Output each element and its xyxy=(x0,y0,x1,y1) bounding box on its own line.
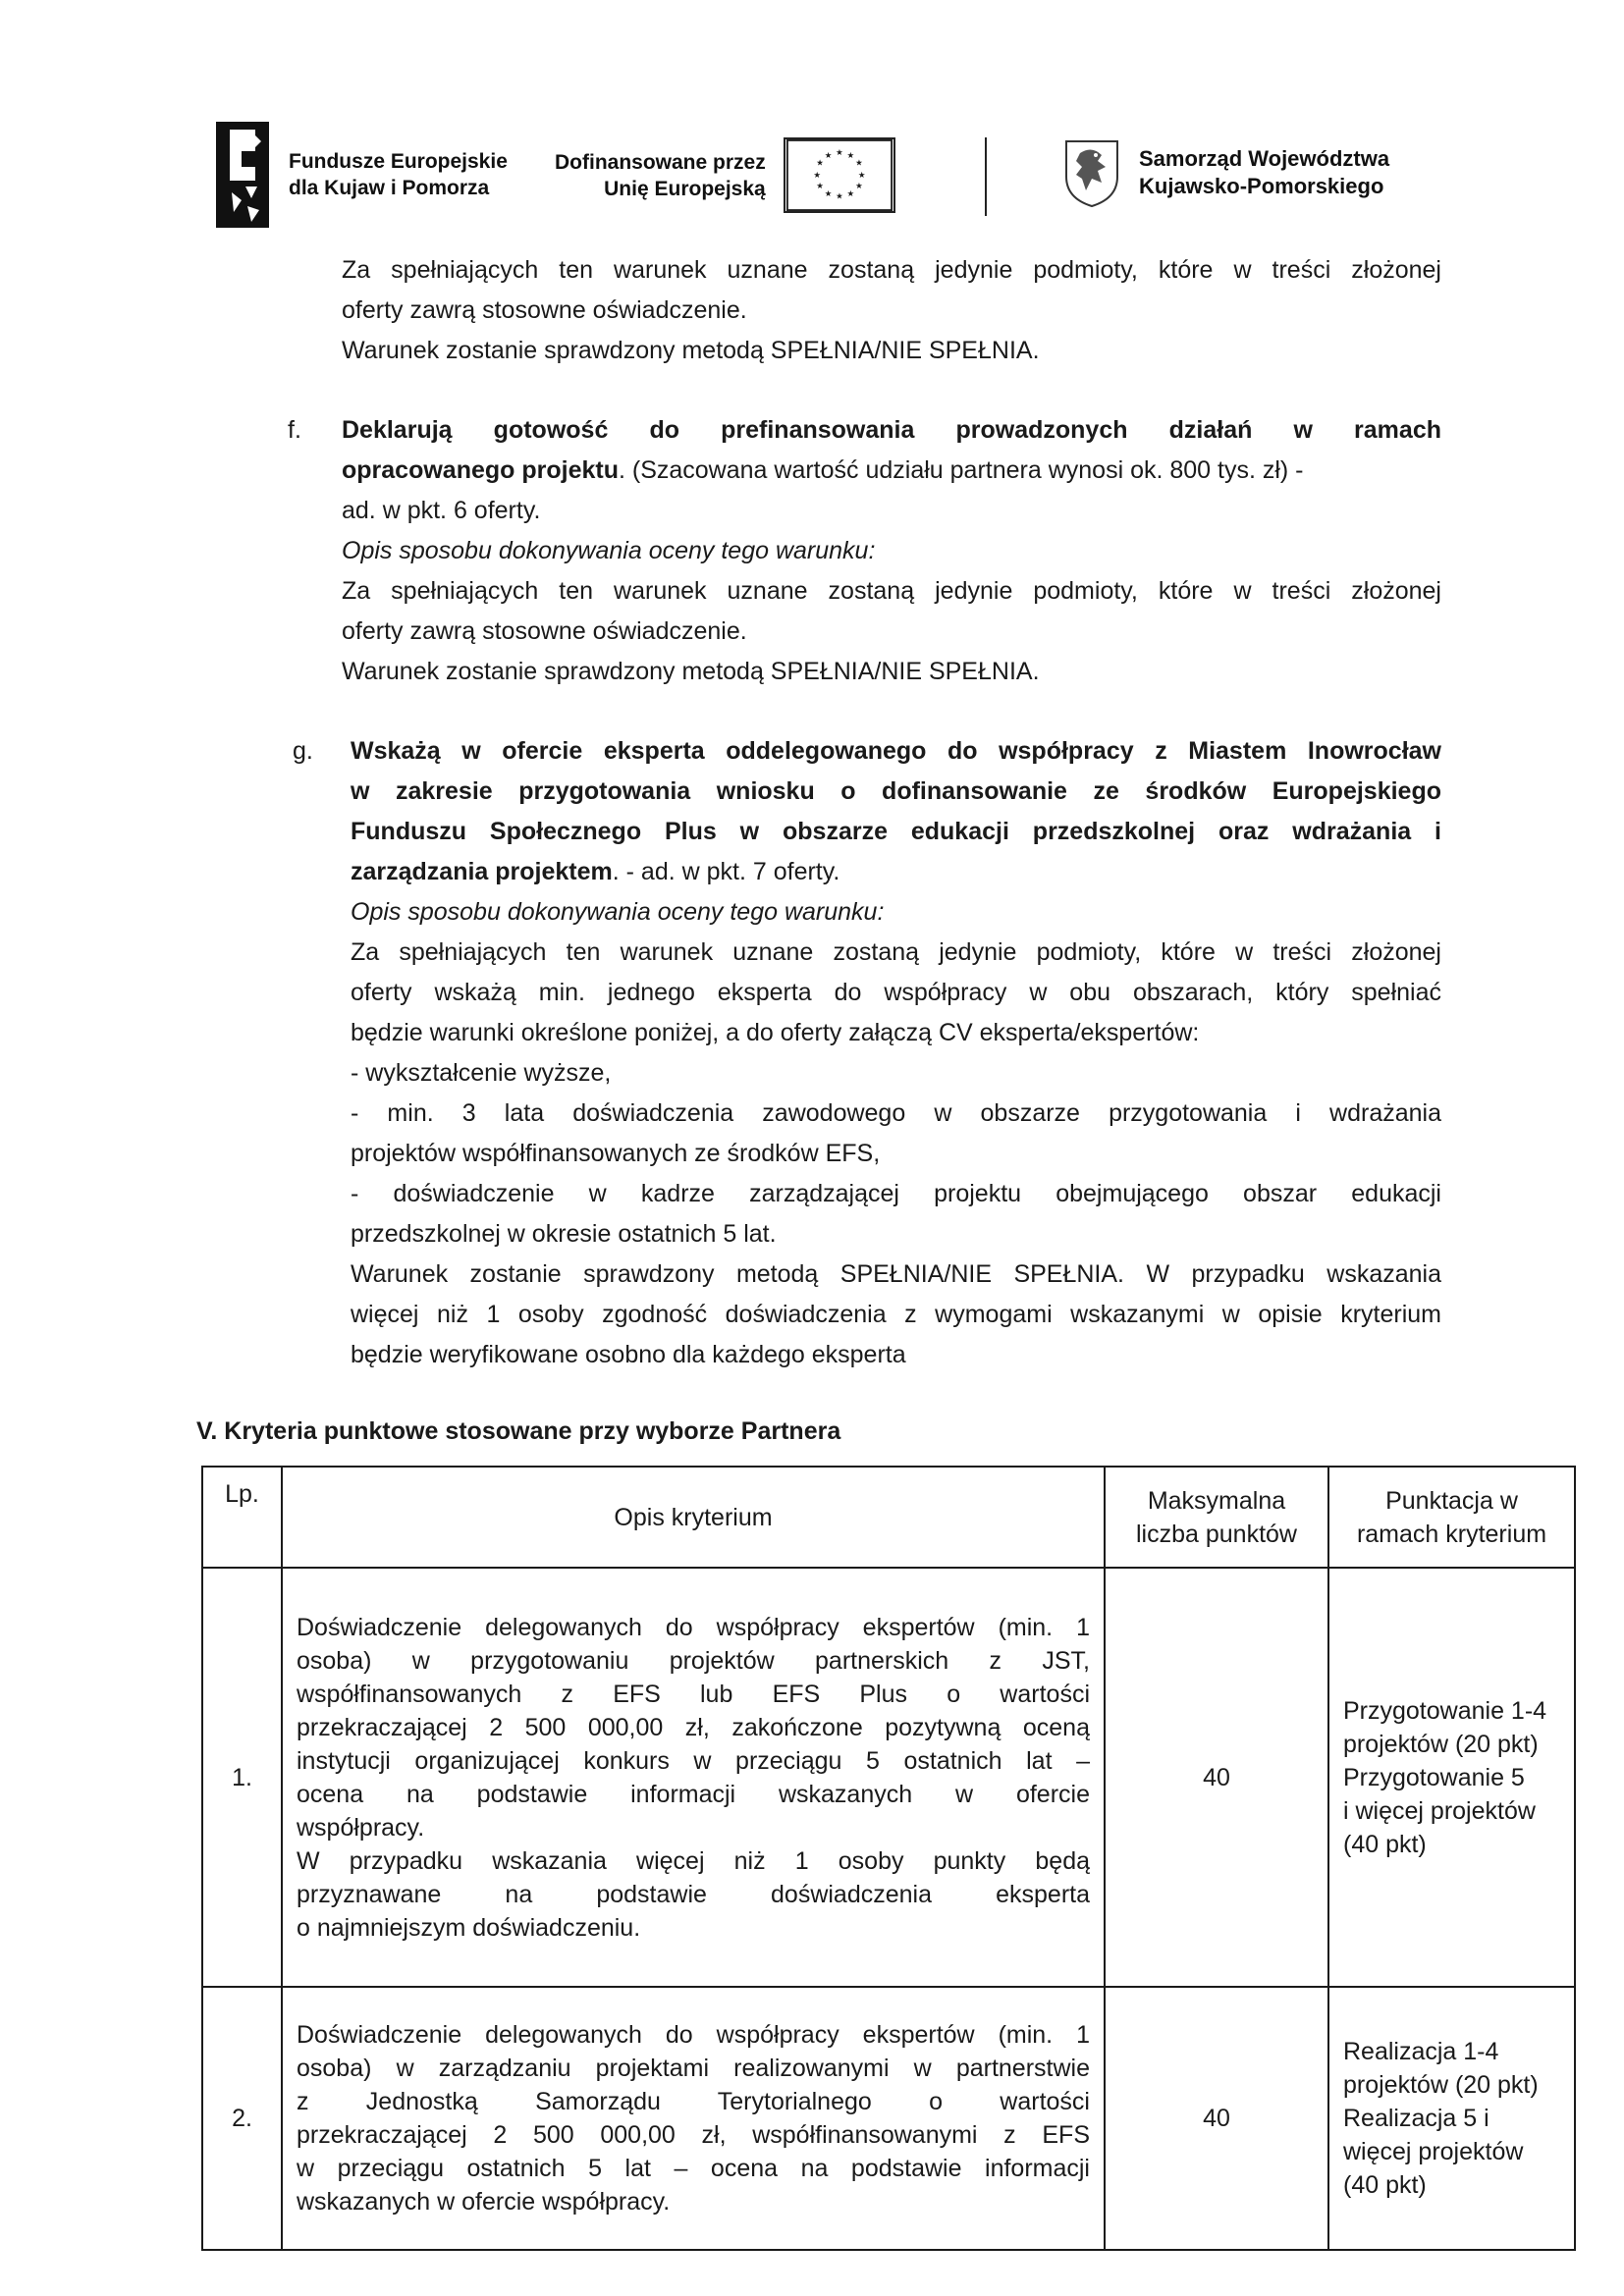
header-max-line2: liczba punktów xyxy=(1136,1520,1297,1548)
para-g-bold-line: Funduszu Społecznego Plus w obszarze edukacji przedszkolnej oraz wdrażania i xyxy=(351,818,1441,845)
para-f-line: ad. w pkt. 6 oferty. xyxy=(342,497,541,524)
para-g-line: oferty wskażą min. jednego eksperta do współpracy w obu obszarach, który spełniać xyxy=(351,979,1441,1006)
header-punktacja-line2: ramach kryterium xyxy=(1356,1520,1547,1548)
svg-text:★: ★ xyxy=(813,170,821,181)
desc-line: osoba) w przygotowaniu projektów partnerskich z JST, xyxy=(297,1646,1090,1675)
row-lp: 1. xyxy=(202,1568,282,1987)
points-line: Przygotowanie 1-4 xyxy=(1343,1696,1547,1725)
desc-line: z Jednostką Samorządu Terytorialnego o wartości xyxy=(297,2088,1090,2115)
points-line: (40 pkt) xyxy=(1343,1830,1427,1858)
ue-logo-line2: Unię Europejską xyxy=(604,177,766,200)
header-punktacja xyxy=(1328,1467,1575,1568)
svg-text:★: ★ xyxy=(815,158,824,169)
para-f-opis-heading: Opis sposobu dokonywania oceny tego warunku: xyxy=(342,537,876,564)
fundusze-europejskie-mark-icon xyxy=(216,122,269,228)
para-f-line: Za spełniających ten warunek uznane zostaną jedynie podmioty, które w treści złożonej xyxy=(342,577,1441,605)
page-header xyxy=(216,116,1394,234)
header-opis: Opis kryterium xyxy=(282,1467,1105,1568)
para-g-line: - doświadczenie w kadrze zarządzającej projektu obejmującego obszar edukacji xyxy=(351,1180,1441,1207)
svg-text:★: ★ xyxy=(846,188,854,199)
fundusze-europejskie-logo xyxy=(216,122,508,228)
fe-logo-line1: Fundusze Europejskie xyxy=(289,150,508,173)
desc-line: instytucji organizującej konkurs w przeciągu 5 ostatnich lat – xyxy=(297,1746,1090,1775)
logo-separator xyxy=(985,137,987,216)
ue-logo-line1: Dofinansowane przez xyxy=(555,150,766,174)
svg-text:★: ★ xyxy=(815,182,824,192)
desc-line: przyznawane na podstawie doświadczenia eksperta xyxy=(297,1880,1090,1908)
para-f-line: Warunek zostanie sprawdzony metodą SPEŁNIA/NIE SPEŁNIA. xyxy=(342,658,1040,685)
table-row xyxy=(202,1987,1575,2250)
desc-line: W przypadku wskazania więcej niż 1 osoby punkty będą xyxy=(297,1846,1090,1875)
svg-text:★: ★ xyxy=(824,150,833,161)
eu-flag-icon xyxy=(784,137,895,213)
points-line: Realizacja 1-4 xyxy=(1343,2038,1499,2065)
header-max xyxy=(1105,1467,1328,1568)
desc-line: Doświadczenie delegowanych do współpracy ekspertów (min. 1 xyxy=(297,2021,1090,2049)
table-row xyxy=(202,1568,1575,1987)
para-e-line: oferty zawrą stosowne oświadczenie. xyxy=(342,296,747,324)
griffin-crest-icon xyxy=(1062,137,1121,208)
para-g-text: . - ad. w pkt. 7 oferty. xyxy=(612,858,840,885)
desc-line: ocena na podstawie informacji wskazanych w ofercie xyxy=(297,1780,1090,1808)
desc-line: współfinansowanych z EFS lub EFS Plus o wartości xyxy=(297,1680,1090,1708)
para-g-line: będzie weryfikowane osobno dla każdego eksperta xyxy=(351,1341,906,1368)
table-header-row xyxy=(202,1467,1575,1568)
points-line: i więcej projektów xyxy=(1343,1796,1536,1825)
para-g-line: Za spełniających ten warunek uznane zostaną jedynie podmioty, które w treści złożonej xyxy=(351,938,1441,966)
eu-cofinancing-logo xyxy=(555,137,895,213)
header-lp: Lp. xyxy=(202,1467,282,1568)
row-description xyxy=(282,1568,1105,1987)
para-g-bold-text: zarządzania projektem xyxy=(351,858,613,885)
list-marker-g: g. xyxy=(293,737,313,765)
kp-logo-line1: Samorząd Województwa xyxy=(1139,146,1390,171)
row-points-scheme xyxy=(1328,1987,1575,2250)
points-line: (40 pkt) xyxy=(1343,2171,1427,2199)
para-g-line: więcej niż 1 osoby zgodność doświadczenia z wymogami wskazanymi w opisie kryterium xyxy=(351,1301,1441,1328)
svg-text:★: ★ xyxy=(857,170,866,181)
para-f-line xyxy=(342,454,1441,487)
para-g-line: przedszkolnej w okresie ostatnich 5 lat. xyxy=(351,1220,777,1248)
svg-text:★: ★ xyxy=(824,188,833,199)
points-line: więcej projektów xyxy=(1343,2138,1524,2165)
para-g-line: będzie warunki określone poniżej, a do oferty załączą CV eksperta/ekspertów: xyxy=(351,1019,1200,1046)
desc-line: wskazanych w ofercie współpracy. xyxy=(297,2188,671,2216)
desc-line: o najmniejszym doświadczeniu. xyxy=(297,1913,641,1942)
para-f-text: . (Szacowana wartość udziału partnera wynosi ok. 800 tys. zł) - xyxy=(618,456,1304,484)
svg-text:★: ★ xyxy=(835,148,843,159)
para-g-line: - min. 3 lata doświadczenia zawodowego w obszarze przygotowania i wdrażania xyxy=(351,1099,1441,1127)
svg-text:★: ★ xyxy=(854,182,863,192)
row-description xyxy=(282,1987,1105,2250)
row-max-points: 40 xyxy=(1105,1568,1328,1987)
desc-line: przekraczającej 2 500 000,00 zł, zakończone pozytywną oceną xyxy=(297,1713,1090,1741)
para-f-bold-text: opracowanego projektu xyxy=(342,456,619,484)
desc-line: w przeciągu ostatnich 5 lat – ocena na podstawie informacji xyxy=(297,2155,1090,2182)
para-e-line: Za spełniających ten warunek uznane zostaną jedynie podmioty, które w treści złożonej xyxy=(342,256,1441,284)
points-line: projektów (20 pkt) xyxy=(1343,1730,1539,1758)
para-g-line xyxy=(351,855,839,888)
row-points-scheme xyxy=(1328,1568,1575,1987)
header-punktacja-line1: Punktacja w xyxy=(1385,1486,1518,1515)
para-e-line: Warunek zostanie sprawdzony metodą SPEŁNIA/NIE SPEŁNIA. xyxy=(342,337,1040,364)
fe-logo-line2: dla Kujaw i Pomorza xyxy=(289,177,490,199)
para-g-bold-line: w zakresie przygotowania wniosku o dofinansowanie ze środków Europejskiego xyxy=(351,777,1441,805)
para-f-bold-line: Deklarują gotowość do prefinansowania prowadzonych działań w ramach xyxy=(342,416,1441,444)
row-max-points: 40 xyxy=(1105,1987,1328,2250)
para-g-bold-line: Wskażą w ofercie eksperta oddelegowanego do współpracy z Miastem Inowrocław xyxy=(351,737,1441,765)
svg-text:★: ★ xyxy=(854,158,863,169)
kp-logo-line2: Kujawsko-Pomorskiego xyxy=(1139,174,1384,198)
para-f-line: oferty zawrą stosowne oświadczenie. xyxy=(342,617,747,645)
para-g-line: - wykształcenie wyższe, xyxy=(351,1059,612,1087)
para-g-line: Warunek zostanie sprawdzony metodą SPEŁNIA/NIE SPEŁNIA. W przypadku wskazania xyxy=(351,1260,1441,1288)
header-max-line1: Maksymalna xyxy=(1147,1486,1286,1515)
para-g-opis-heading: Opis sposobu dokonywania oceny tego warunku: xyxy=(351,898,885,926)
criteria-table xyxy=(201,1466,1576,2251)
samorzad-kujawsko-pomorski-logo xyxy=(1062,137,1389,208)
desc-line: współpracy. xyxy=(297,1813,425,1842)
points-line: Realizacja 5 i xyxy=(1343,2105,1489,2132)
points-line: Przygotowanie 5 xyxy=(1343,1763,1525,1791)
section-heading: V. Kryteria punktowe stosowane przy wyborze Partnera xyxy=(196,1417,841,1445)
desc-line: przekraczającej 2 500 000,00 zł, współfinansowanymi z EFS xyxy=(297,2121,1090,2149)
row-lp: 2. xyxy=(202,1987,282,2250)
svg-text:★: ★ xyxy=(846,150,854,161)
desc-line: Doświadczenie delegowanych do współpracy ekspertów (min. 1 xyxy=(297,1613,1090,1641)
points-line: projektów (20 pkt) xyxy=(1343,2071,1539,2099)
para-g-line: projektów współfinansowanych ze środków EFS, xyxy=(351,1140,881,1167)
desc-line: osoba) w zarządzaniu projektami realizowanymi w partnerstwie xyxy=(297,2055,1090,2082)
svg-text:★: ★ xyxy=(835,191,843,202)
list-marker-f: f. xyxy=(288,416,301,444)
